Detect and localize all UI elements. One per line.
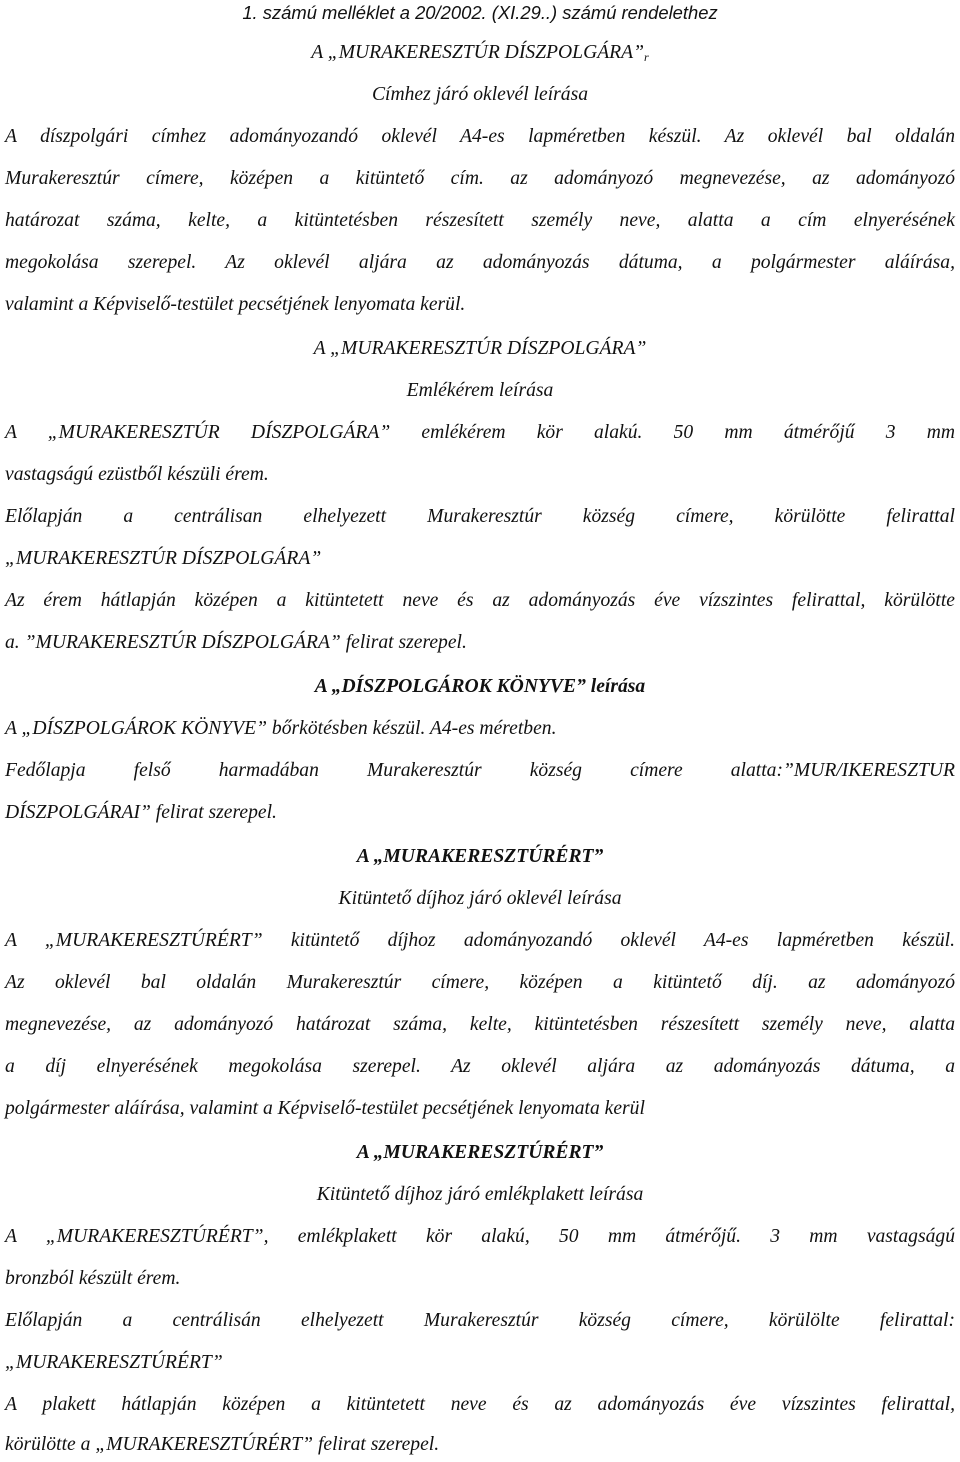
paragraph-line: A „MURAKERESZTÚRÉRT” kitüntető díjhoz adományozandó oklevél A4-es lapméretben készül. (5, 930, 955, 951)
paragraph-line: Az érem hátlapján középen a kitüntetett neve és az adományozás éve vízszintes felirattal, körülötte (5, 590, 955, 611)
paragraph-line: A „DÍSZPOLGÁROK KÖNYVE” bőrkötésben készül. A4-es méretben. (5, 718, 557, 739)
paragraph-line: polgármester aláírása, valamint a Képviselő-testület pecsétjének lenyomata kerül (5, 1098, 645, 1119)
section4-title: A „MURAKERESZTÚRÉRT” (356, 846, 604, 867)
paragraph-line: a díj elnyerésének megokolása szerepel. Az oklevél aljára az adományozás dátuma, a (5, 1056, 955, 1077)
section1-title: A „MURAKERESZTÚR DÍSZPOLGÁRA”r (311, 42, 649, 64)
paragraph-line: valamint a Képviselő-testület pecsétjének lenyomata kerül. (5, 294, 466, 315)
paragraph-line: A díszpolgári címhez adományozandó oklevél A4-es lapméretben készül. Az oklevél bal oldalán (5, 126, 955, 147)
paragraph-line: Fedőlapja felső harmadában Murakeresztúr község címere alatta:”MUR/IKERESZTUR (5, 760, 955, 781)
paragraph-line: DÍSZPOLGÁRAI” felirat szerepel. (5, 802, 277, 823)
section3-title: A „DÍSZPOLGÁROK KÖNYVE” leírása (314, 676, 646, 697)
paragraph-line: bronzból készült érem. (5, 1268, 181, 1289)
paragraph-line: Az oklevél bal oldalán Murakeresztúr címere, középen a kitüntető díj. az adományozó (5, 972, 955, 993)
section2-subtitle: Emlékérem leírása (406, 380, 554, 401)
paragraph-line: A plakett hátlapján középen a kitüntetett neve és az adományozás éve vízszintes felirattal, (5, 1394, 955, 1415)
annex-header: 1. számú melléklet a 20/2002. (XI.29..) számú rendelethez (242, 2, 718, 23)
paragraph-line: A „MURAKERESZTÚRÉRT”, emlékplakett kör alakú, 50 mm átmérőjű. 3 mm vastagságú (5, 1226, 955, 1247)
paragraph-line: Előlapján a centrálisán elhelyezett Murakeresztúr község címere, körülölte felirattal: (5, 1310, 955, 1331)
section2-title: A „MURAKERESZTÚR DÍSZPOLGÁRA” (313, 338, 647, 359)
paragraph-line: A „MURAKERESZTÚR DÍSZPOLGÁRA” emlékérem kör alakú. 50 mm átmérőjű 3 mm (5, 422, 955, 443)
section5-subtitle: Kitüntető díjhoz járó emlékplakett leírása (316, 1184, 644, 1205)
section1-subtitle: Címhez járó oklevél leírása (371, 84, 589, 105)
paragraph-line: a. ”MURAKERESZTÚR DÍSZPOLGÁRA” felirat szerepel. (5, 632, 467, 653)
paragraph-line: Murakeresztúr címere, középen a kitüntető cím. az adományozó megnevezése, az adományozó (5, 168, 955, 189)
paragraph-line: vastagságú ezüstből készüli érem. (5, 464, 269, 485)
paragraph-line: „MURAKERESZTÚRÉRT” (5, 1352, 223, 1373)
paragraph-line: határozat száma, kelte, a kitüntetésben részesített személy neve, alatta a cím elnyerésének (5, 210, 955, 231)
section4-subtitle: Kitüntető díjhoz járó oklevél leírása (338, 888, 622, 909)
paragraph-line: megnevezése, az adományozó határozat száma, kelte, kitüntetésben részesített személy neve, alatta (5, 1014, 955, 1035)
section5-title: A „MURAKERESZTÚRÉRT” (356, 1142, 604, 1163)
paragraph-line: körülötte a „MURAKERESZTÚRÉRT” felirat szerepel. (5, 1434, 440, 1455)
paragraph-line: Előlapján a centrálisan elhelyezett Murakeresztúr község címere, körülötte felirattal (5, 506, 955, 527)
paragraph-line: megokolása szerepel. Az oklevél aljára az adományozás dátuma, a polgármester aláírása, (5, 252, 955, 273)
paragraph-line: „MURAKERESZTÚR DÍSZPOLGÁRA” (5, 548, 322, 569)
section1-title-suffix: r (644, 50, 649, 64)
